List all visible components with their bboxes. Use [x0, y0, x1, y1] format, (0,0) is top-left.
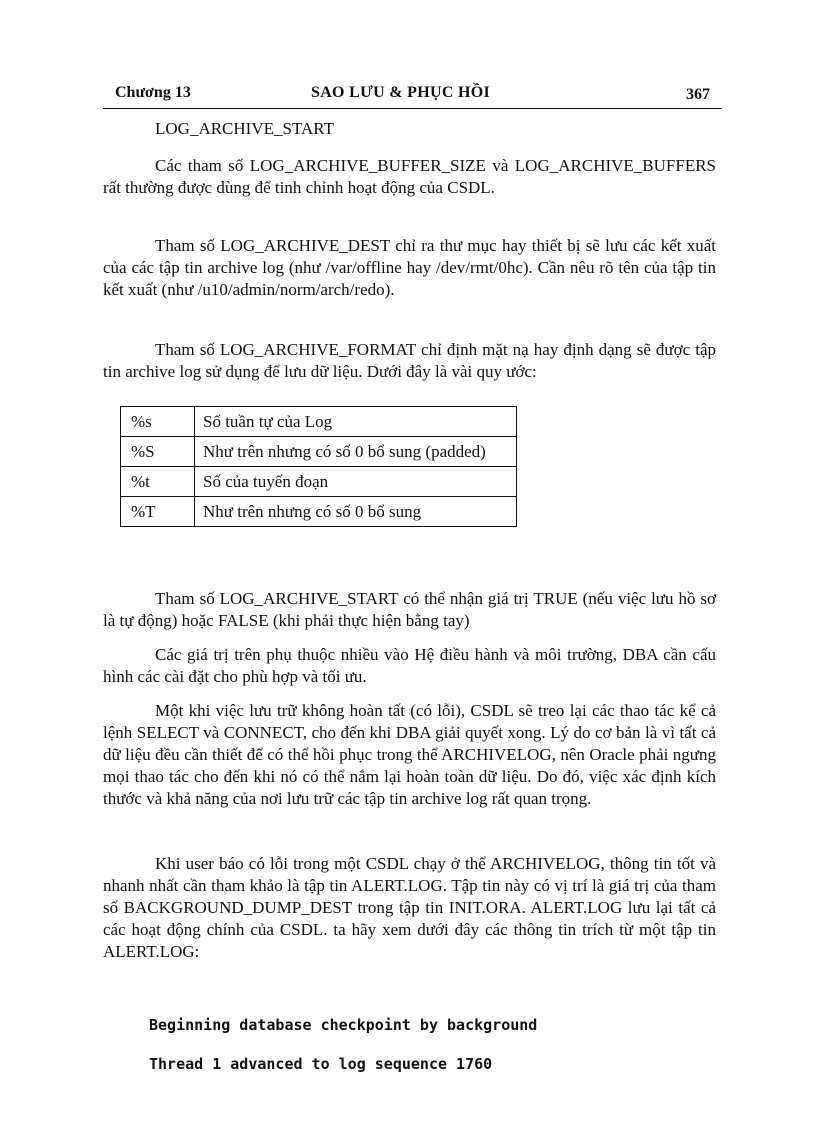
- log-line-1: Beginning database checkpoint by background: [149, 1016, 538, 1034]
- format-code: %s: [121, 407, 195, 437]
- format-code: %S: [121, 437, 195, 467]
- format-desc: Số của tuyến đoạn: [195, 467, 517, 497]
- paragraph-7: Khi user báo có lỗi trong một CSDL chạy ở thể ARCHIVELOG, thông tin tốt và nhanh nhất cần tham khảo là tập tin ALERT.LOG. Tập tin này có vị trí là giá trị của tham số BACKGROUND_DUMP_DEST trong tập tin INIT.ORA. ALERT.LOG lưu lại tất cả các hoạt động chính của CSDL. ta hãy xem dưới đây các thông tin trích từ một tập tin ALERT.LOG:: [103, 854, 716, 961]
- format-desc: Số tuần tự của Log: [195, 407, 517, 437]
- chapter-title: SAO LƯU & PHỤC HỒI: [311, 84, 491, 101]
- format-desc: Như trên nhưng có số 0 bổ sung: [195, 497, 517, 527]
- table-row: [121, 467, 517, 497]
- table-row: [121, 497, 517, 527]
- format-code: %T: [121, 497, 195, 527]
- format-desc: Như trên nhưng có số 0 bổ sung (padded): [195, 437, 517, 467]
- page-header: [103, 84, 722, 109]
- format-code: %t: [121, 467, 195, 497]
- param-line: LOG_ARCHIVE_START: [155, 119, 334, 138]
- paragraph-1: Các tham số LOG_ARCHIVE_BUFFER_SIZE và LOG_ARCHIVE_BUFFERS rất thường được dùng để tinh chỉnh hoạt động của CSDL.: [103, 156, 716, 197]
- log-line-2: Thread 1 advanced to log sequence 1760: [149, 1055, 493, 1073]
- page-number: 367: [686, 86, 710, 103]
- chapter-label: Chương 13: [115, 84, 191, 101]
- paragraph-3: Tham số LOG_ARCHIVE_FORMAT chỉ định mặt nạ hay định dạng sẽ được tập tin archive log sử dụng để lưu dữ liệu. Dưới đây là vài quy ước:: [103, 340, 716, 381]
- paragraph-6: Một khi việc lưu trữ không hoàn tất (có lỗi), CSDL sẽ treo lại các thao tác kể cả lệnh SELECT và CONNECT, cho đến khi DBA giải quyết xong. Lý do cơ bản là vì tất cả dữ liệu đều cần thiết để có thể hồi phục trong thể ARCHIVELOG, nên Oracle phải ngưng mọi thao tác cho đến khi nó có thể nắm lại hoàn toàn dữ liệu. Do đó, việc xác định kích thước và khả năng của nơi lưu trữ các tập tin archive log rất quan trọng.: [103, 701, 716, 808]
- table-row: [121, 437, 517, 467]
- format-table: [120, 406, 517, 527]
- paragraph-4: Tham số LOG_ARCHIVE_START có thể nhận giá trị TRUE (nếu việc lưu hồ sơ là tự động) hoặc FALSE (khi phải thực hiện bằng tay): [103, 589, 716, 630]
- table-row: [121, 407, 517, 437]
- paragraph-2: Tham số LOG_ARCHIVE_DEST chỉ ra thư mục hay thiết bị sẽ lưu các kết xuất của các tập tin archive log (như /var/offline hay /dev/rmt/0hc). Cần nêu rõ tên của tập tin kết xuất (như /u10/admin/norm/arch/redo).: [103, 236, 716, 299]
- paragraph-5: Các giá trị trên phụ thuộc nhiều vào Hệ điều hành và môi trường, DBA cần cấu hình các cài đặt cho phù hợp và tối ưu.: [103, 645, 716, 686]
